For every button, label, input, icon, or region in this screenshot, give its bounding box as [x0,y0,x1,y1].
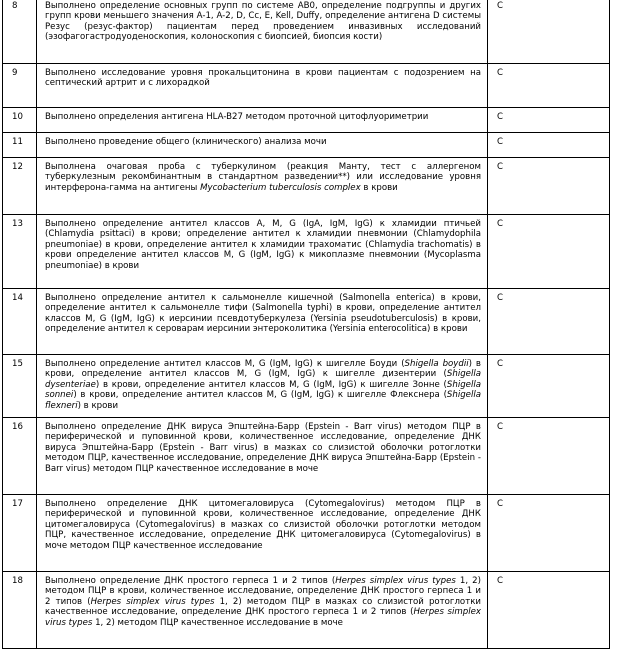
italic-text-segment: Mycobacterium tuberculosis complex [200,182,361,193]
row-number: 18 [3,572,37,649]
criterion-text [37,495,488,572]
italic-text-segment: Herpes simplex virus types [45,607,482,628]
text-segment: ) в крови, определение антител классов M, G (IgM, IgG) к шигелле дизентерии ( [45,359,481,380]
text-segment: ) в крови [77,400,119,411]
italic-text-segment: Shigella sonnei [45,379,481,401]
table-row [3,133,610,158]
evidence-grade: С [488,215,610,289]
text-segment: ) в крови, определение антител классов M, G (IgM, IgG) к шигелле Флекснера ( [73,390,447,401]
table-row [3,108,610,133]
criterion-text [37,133,488,158]
criteria-table-body [3,0,610,649]
table-row [3,215,610,289]
evidence-grade: С [488,572,610,649]
criterion-text [37,108,488,133]
criterion-text [37,572,488,649]
criterion-text [37,418,488,495]
criterion-text [37,158,488,215]
evidence-grade: С [488,355,610,418]
table-row [3,418,610,495]
row-number: 12 [3,158,37,215]
evidence-grade: С [488,64,610,108]
text-segment: Выполнено определения антигена HLA-B27 методом проточной цитофлуориметрии [45,112,429,122]
row-number: 13 [3,215,37,289]
text-segment: в крови [360,182,398,193]
table-row [3,0,610,64]
evidence-grade: С [488,495,610,572]
text-segment: Выполнено определение ДНК вируса Эпштейна-Барр (Epstein - Barr virus) методом ПЦР в периферической и пуповинной крови, количественное исследование, определение ДНК вируса Эпштейна-Барр (Epstein - Barr virus) в мазках со слизистой оболочки ротоглотки методом ПЦР, качественное исследование, определение ДНК вируса Эпштейна-Барр (Epstein - Barr virus) методом ПЦР качественное исследование в моче [45,422,481,474]
row-number: 14 [3,289,37,355]
text-segment: Выполнено определение антител классов M, G (IgM, IgG) к шигелле Боуди ( [45,359,405,369]
evidence-grade: С [488,289,610,355]
row-number: 17 [3,495,37,572]
criteria-table [2,0,610,649]
text-segment: ) в крови, определение антител классов M, G (IgM, IgG) к шигелле Зонне ( [95,379,447,390]
italic-text-segment: Herpes simplex virus types [90,596,215,607]
criterion-text [37,289,488,355]
evidence-grade: С [488,0,610,64]
criterion-text [37,355,488,418]
row-number: 11 [3,133,37,158]
table-row [3,158,610,215]
evidence-grade: С [488,418,610,495]
criterion-text [37,215,488,289]
text-segment: Выполнено проведение общего (клинического) анализа мочи [45,137,327,147]
row-number: 16 [3,418,37,495]
row-number: 10 [3,108,37,133]
text-segment: Выполнено определение ДНК цитомегаловируса (Cytomegalovirus) методом ПЦР в периферической и пуповинной крови, количественное исследование, определение ДНК цитомегаловируса (Cytomegalovirus) в мазках со слизистой оболочки ротоглотки методом ПЦР, качественное исследование, определение ДНК цитомегаловируса (Cytomegalovirus) в моче методом ПЦР качественное исследование [45,499,481,551]
italic-text-segment: Shigella boydii [404,359,469,369]
text-segment: 1, 2) методом ПЦР в крови, количественное исследование, определение ДНК простого герпеса 1 и 2 типов ( [45,576,481,607]
row-number: 15 [3,355,37,418]
italic-text-segment: Shigella dysenteriae [45,369,481,390]
table-row [3,495,610,572]
row-number: 8 [3,0,37,64]
text-segment: Выполнено определение основных групп по системе АВ0, определение подгруппы и других групп крови меньшего значения A-1, A-2, D, Cc, E, Kell, Duffy, определение антигена D системы Резус (резус-фактор) пациентам перед проведением инвазивных исследований (эзофагогастродуоденоскопия, колоноскопия с биопсией, биопсия кости) [45,1,481,43]
evidence-grade: С [488,158,610,215]
text-segment: Выполнено определение антител к сальмонелле кишечной (Salmonella enterica) в крови, определение антител к сальмонелле тифи (Salmonella typhi) в крови, определение антител классов M, G (IgM, IgG) к иерсинии псевдотуберкулеза (Yersinia pseudotuberculosis) в крови, определение антител к сероварам иерсинии энтероколитика (Yersinia enterocolitica) в крови [45,293,481,335]
table-row [3,289,610,355]
text-segment: 1, 2) методом ПЦР в мазках со слизистой ротоглотки качественное исследование, определение ДНК простого герпеса 1 и 2 типов ( [45,596,481,618]
text-segment: Выполнено исследование уровня прокальцитонина в крови пациентам с подозрением на септический артрит и с лихорадкой [45,68,481,89]
text-segment: 1, 2) методом ПЦР качественное исследование в моче [92,617,343,628]
evidence-grade: С [488,133,610,158]
table-row [3,355,610,418]
table-row [3,572,610,649]
text-segment: Выполнено определение антител классов A, M, G (IgA, IgM, IgG) к хламидии птичьей (Chlamydia psittaci) в крови; определение антител к хламидии пневмонии (Chlamydophila pneumoniae) в крови, определение антител к хламидии трахоматис (Chlamydia trachomatis) в крови определение антител классов M, G (IgM, IgG) к микоплазме пневмонии (Mycoplasma pneumoniae) в крови [45,219,481,271]
criterion-text [37,64,488,108]
row-number: 9 [3,64,37,108]
text-segment: Выполнено определение ДНК простого герпеса 1 и 2 типов ( [45,576,336,587]
criterion-text [37,0,488,64]
text-segment: Выполнена очаговая проба с туберкулином (реакция Манту, тест с аллергеном туберкулезным рекомбинантным в стандартном разведении**) или исследование уровня интерферона-гамма на антигены [45,162,481,193]
evidence-grade: С [488,108,610,133]
table-row [3,64,610,108]
italic-text-segment: Shigella flexneri [45,390,481,411]
italic-text-segment: Herpes simplex virus types [335,576,456,587]
